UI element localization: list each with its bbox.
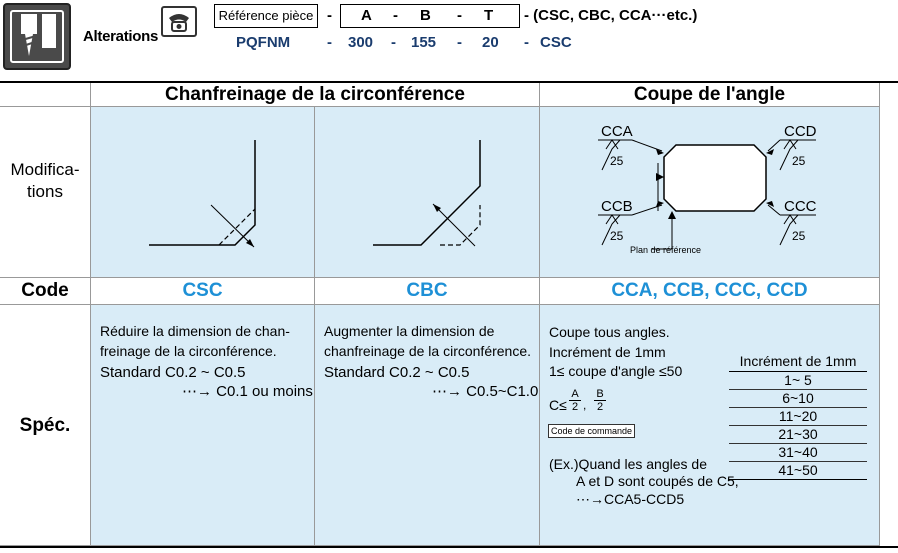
reference-label: Référence pièce [214,4,318,28]
fraction-a-num: A [571,388,579,400]
drill-icon [12,12,62,61]
spec-csc-cell [91,305,315,546]
diagram-corner-cell [540,107,880,278]
increment-table [729,352,867,480]
spec-corner-line3: 1≤ coupe d'angle ≤50 [549,363,683,379]
spec-csc-line2: freinage de la circonférence. [100,343,277,359]
spec-csc-line3: Standard C0.2 ~ C0.5 [100,364,246,381]
alteration-codes: - (CSC, CBC, CCA···etc.) [524,7,698,24]
roughness-ccd: 25 [792,154,806,168]
example-part: PQFNM [236,34,291,51]
fraction-b-num: B [596,388,604,400]
logo-frame [10,10,64,63]
drill-logo [3,3,71,70]
spec-csc-line4: ⋯→ C0.1 ou moins [182,383,313,400]
increment-row: 6~10 [729,390,867,408]
spec-corner-ex2: A et D sont coupés de C5, [576,473,739,489]
corner-cell [0,83,91,107]
increment-header: Incrément de 1mm [729,352,867,372]
spec-cbc-line4: ⋯→ C0.5~C1.0 [432,383,539,400]
col-header-chamfer: Chanfreinage de la circonférence [91,83,540,107]
example-code: CSC [540,34,572,51]
increment-row: 21~30 [729,426,867,444]
label-ccd: CCD [784,123,817,140]
fraction-b [594,388,606,413]
cbc-chamfer-diagram [315,107,540,278]
increment-row: 11~20 [729,408,867,426]
table-bottom-rule [0,546,898,548]
diagram-csc-cell [91,107,315,278]
reference-plane-label: Plan de référence [630,245,702,255]
fraction-a-den: 2 [569,400,581,413]
spec-cbc-cell [315,305,540,546]
roughness-cca: 25 [610,154,624,168]
separator: - [457,34,462,51]
separator: - [327,7,332,24]
code-corner: CCA, CCB, CCC, CCD [540,278,880,305]
spec-csc-line1: Réduire la dimension de chan- [100,323,290,339]
spec-corner-line1: Coupe tous angles. [549,324,670,340]
row-label-code: Code [0,278,91,305]
separator: - [524,34,529,51]
csc-chamfer-diagram [91,107,315,278]
spec-cbc-line3: Standard C0.2 ~ C0.5 [324,364,470,381]
field-t: T [484,7,494,24]
spec-corner-ex3: ⋯→CCA5-CCD5 [576,491,685,507]
col-header-corner: Coupe de l'angle [540,83,880,107]
increment-row: 31~40 [729,444,867,462]
row-label-modifications: Modifica- tions [0,107,91,278]
field-b: B [420,7,431,24]
corner-formula [549,397,567,414]
row-label-spec: Spéc. [0,305,91,546]
code-csc: CSC [91,278,315,305]
formula-prefix: C≤ [549,397,567,413]
roughness-ccc: 25 [792,229,806,243]
spec-cbc-line2: chanfreinage de la circonférence. [324,343,532,359]
example-b: 155 [411,34,437,51]
example-t: 20 [482,34,499,51]
fraction-a [569,388,581,413]
fraction-separator: , [583,398,587,412]
roughness-ccb: 25 [610,229,624,243]
example-a: 300 [348,34,374,51]
field-a: A [361,7,372,24]
phone-icon[interactable] [161,6,197,37]
page-title: Alterations [83,28,159,45]
label-ccc: CCC [784,198,817,215]
increment-row: 41~50 [729,462,867,480]
separator: - [327,34,332,51]
code-cbc: CBC [315,278,540,305]
separator: - [457,7,462,24]
spec-corner-ex1: (Ex.)Quand les angles de [549,456,707,472]
spec-corner-line2: Incrément de 1mm [549,344,666,360]
separator: - [391,34,396,51]
label-ccb: CCB [601,198,633,215]
order-code-box: Code de commande [548,424,635,438]
corner-cut-diagram [540,107,880,278]
increment-row: 1~ 5 [729,372,867,390]
label-cca: CCA [601,123,633,140]
fraction-b-den: 2 [594,400,606,413]
spec-cbc-line1: Augmenter la dimension de [324,323,495,339]
separator: - [393,7,398,24]
diagram-cbc-cell [315,107,540,278]
